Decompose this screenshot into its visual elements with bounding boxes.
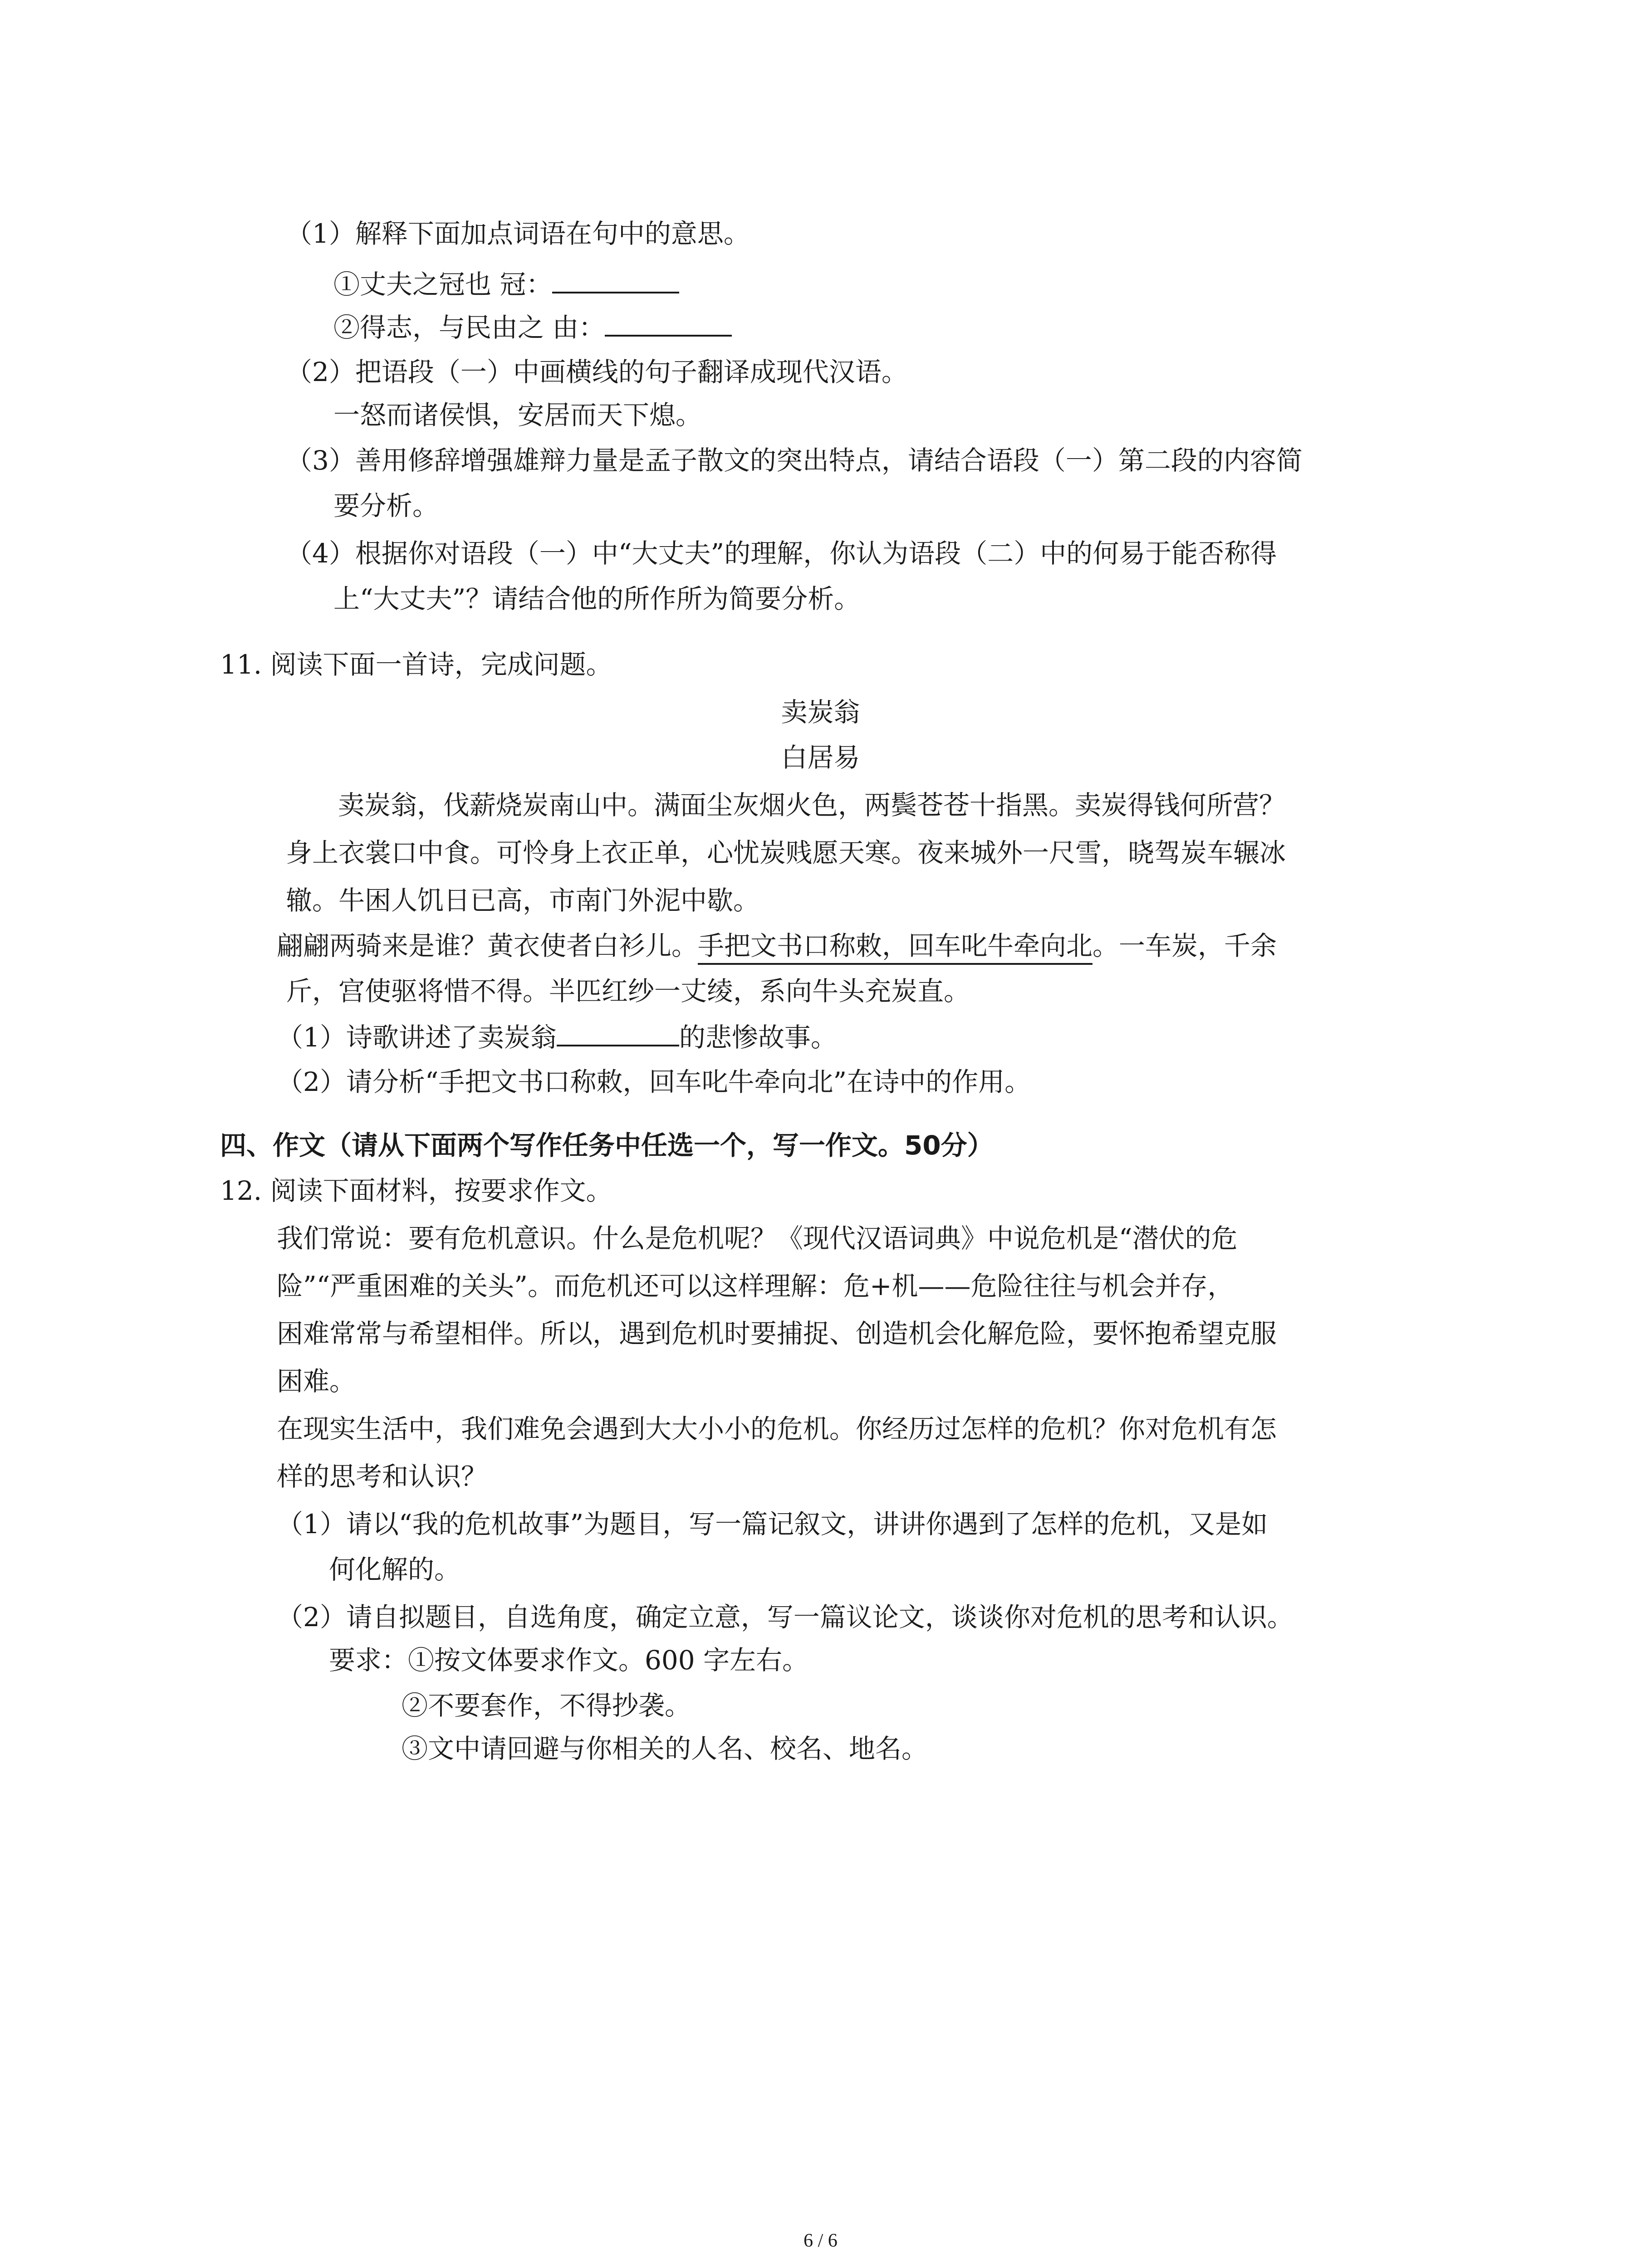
- q12-paragraph-line: 我们常说：要有危机意识。什么是危机呢？《现代汉语词典》中说危机是“潜伏的危: [277, 1223, 1238, 1254]
- poem-author: 白居易: [781, 742, 860, 773]
- q11-sub1-pre: （1）诗歌讲述了卖炭翁: [277, 1022, 557, 1053]
- q10-sub1-prompt: （1）解释下面加点词语在句中的意思。: [286, 218, 750, 249]
- section-heading: 四、作文（请从下面两个写作任务中任选一个，写一作文。50分）: [220, 1130, 994, 1161]
- q12-task1-line2: 何化解的。: [329, 1554, 461, 1585]
- requirement-line: ③文中请回避与你相关的人名、校名、地名。: [402, 1733, 928, 1764]
- q10-sub1-item2-text: ②得志，与民由之 由：: [333, 312, 605, 343]
- q11-sub1-post: 的悲惨故事。: [679, 1022, 837, 1053]
- q10-sub4-line1: （4）根据你对语段（一）中“大丈夫”的理解，你认为语段（二）中的何易于能否称得: [286, 538, 1277, 569]
- answer-blank: [552, 265, 679, 293]
- poem-line4-pre: 翩翩两骑来是谁？黄衣使者白衫儿。: [277, 930, 698, 961]
- q10-sub3-line2: 要分析。: [333, 490, 439, 521]
- poem-line: 斤，宫使驱将惜不得。半匹红纱一丈绫，系向牛头充炭直。: [286, 976, 970, 1007]
- q12-paragraph-line: 困难。: [277, 1366, 356, 1397]
- q12-paragraph-line: 险”“严重困难的关头”。而危机还可以这样理解：危+机——危险往往与机会并存，: [277, 1271, 1234, 1301]
- q10-sub4-line2: 上“大丈夫”？请结合他的所作所为简要分析。: [333, 583, 861, 614]
- q12-task2: （2）请自拟题目，自选角度，确定立意，写一篇议论文，谈谈你对危机的思考和认识。: [277, 1602, 1293, 1633]
- q12-paragraph-line: 样的思考和认识？: [277, 1461, 488, 1492]
- requirement-line: 要求：①按文体要求作文。600 字左右。: [329, 1645, 809, 1676]
- q10-sub2-sentence: 一怒而诸侯惧，安居而天下熄。: [333, 400, 702, 430]
- q12-paragraph-line: 在现实生活中，我们难免会遇到大大小小的危机。你经历过怎样的危机？你对危机有怎: [277, 1413, 1277, 1444]
- q12-paragraph-line: 困难常常与希望相伴。所以，遇到危机时要捕捉、创造机会化解危险，要怀抱希望克服: [277, 1318, 1277, 1349]
- poem-line: 卖炭翁，伐薪烧炭南山中。满面尘灰烟火色，两鬓苍苍十指黑。卖炭得钱何所营？: [338, 790, 1286, 821]
- answer-blank: [557, 1018, 679, 1046]
- q10-sub2-prompt: （2）把语段（一）中画横线的句子翻译成现代汉语。: [286, 357, 908, 387]
- q11-sub2: （2）请分析“手把文书口称敕，回车叱牛牵向北”在诗中的作用。: [277, 1066, 1031, 1097]
- poem-line: 身上衣裳口中食。可怜身上衣正单，心忧炭贱愿天寒。夜来城外一尺雪，晓驾炭车辗冰: [286, 837, 1286, 868]
- q10-sub1-item2: [333, 308, 732, 346]
- q12-task1-line1: （1）请以“我的危机故事”为题目，写一篇记叙文，讲讲你遇到了怎样的危机，又是如: [277, 1509, 1268, 1540]
- q12-intro: 12. 阅读下面材料，按要求作文。: [220, 1175, 612, 1206]
- q10-sub1-item1-text: ①丈夫之冠也 冠：: [333, 269, 553, 300]
- poem-line: [277, 928, 1277, 964]
- poem-line: 辙。牛困人饥日已高，市南门外泥中歇。: [286, 885, 760, 916]
- q10-sub3-line1: （3）善用修辞增强雄辩力量是孟子散文的突出特点，请结合语段（一）第二段的内容简: [286, 445, 1303, 476]
- q10-sub1-item1: [333, 265, 679, 303]
- q11-intro: 11. 阅读下面一首诗，完成问题。: [220, 649, 612, 680]
- page-number: 6 / 6: [803, 2230, 838, 2251]
- q11-sub1: [277, 1018, 837, 1056]
- underlined-sentence: 手把文书口称敕，回车叱牛牵向北: [698, 930, 1092, 965]
- poem-line4-post: 。一车炭，千余: [1092, 930, 1277, 961]
- answer-blank: [605, 308, 732, 337]
- poem-title: 卖炭翁: [781, 697, 860, 728]
- requirement-line: ②不要套作，不得抄袭。: [402, 1690, 691, 1721]
